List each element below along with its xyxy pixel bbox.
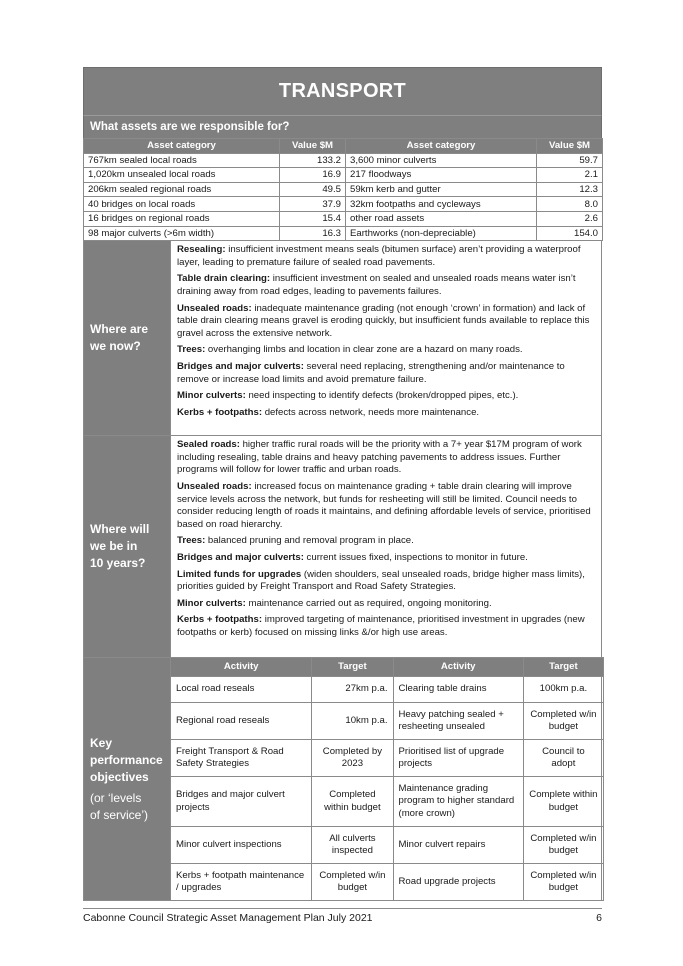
activity: Kerbs + footpath maintenance / upgrades (171, 864, 312, 901)
paragraph (177, 273, 597, 298)
asset-category: other road assets (346, 211, 537, 226)
table-row (84, 168, 603, 183)
label-line: Key (90, 735, 113, 750)
target: 100km p.a. (523, 677, 603, 703)
description: insufficient investment means seals (bitumen surface) aren’t providing a waterproof layer, leading to premature failure of sealed road pavements. (177, 244, 581, 268)
asset-category: 32km footpaths and cycleways (346, 197, 537, 212)
target: Completed within budget (312, 777, 393, 827)
term: Resealing: (177, 244, 226, 256)
assets-table (83, 138, 603, 241)
term: Limited funds for upgrades (177, 568, 302, 580)
asset-category: 98 major culverts (>6m width) (84, 226, 280, 241)
target: Complete within budget (523, 777, 603, 827)
paragraph (177, 552, 597, 565)
where-will-we-be-section (83, 436, 602, 658)
paragraph (177, 303, 597, 341)
term: Sealed roads: (177, 439, 240, 451)
description: maintenance carried out as required, ongoing monitoring. (245, 597, 492, 609)
asset-value: 133.2 (280, 153, 346, 168)
where-are-we-now-body (170, 241, 601, 435)
target: 27km p.a. (312, 677, 393, 703)
description: inadequate maintenance grading (not enough ‘crown’ in formation) and lack of table drain clearing means gravel is eroding quickly, but insufficient funds available to replace this gravel across the extensive network. (177, 302, 590, 339)
target: Completed w/in budget (523, 703, 603, 740)
asset-category-header: Asset category (346, 139, 537, 154)
description: (widen shoulders, seal unsealed roads, bridge higher mass limits), priorities guided by Freight Transport and Road Safety Strategies. (177, 568, 585, 593)
asset-category: 3,600 minor culverts (346, 153, 537, 168)
asset-category: 59km kerb and gutter (346, 182, 537, 197)
term: Kerbs + footpaths: (177, 614, 263, 626)
description: insufficient investment on sealed and unsealed roads means water isn’t draining away from road edges, leading to pavements failures. (177, 273, 576, 297)
activity: Maintenance grading program to higher standard (more crown) (393, 777, 523, 827)
target: All culverts inspected (312, 827, 393, 864)
kpi-table (170, 657, 604, 901)
paragraph (177, 361, 597, 386)
activity: Clearing table drains (393, 677, 523, 703)
description: current issues fixed, inspections to monitor in future. (303, 551, 528, 563)
label-subline: of service’) (90, 807, 149, 822)
table-row (84, 197, 603, 212)
term: Trees: (177, 535, 206, 547)
asset-category-header: Asset category (84, 139, 280, 154)
description: need inspecting to identify defects (broken/dropped pipes, etc.). (245, 390, 519, 402)
term: Trees: (177, 344, 206, 356)
term: Bridges and major culverts: (177, 360, 304, 372)
value-header: Value $M (280, 139, 346, 154)
table-row (171, 827, 604, 864)
activity: Local road reseals (171, 677, 312, 703)
description: overhanging limbs and location in clear zone are a hazard on many roads. (205, 344, 523, 356)
activity-header: Activity (171, 658, 312, 677)
asset-value: 8.0 (537, 197, 603, 212)
paragraph (177, 390, 597, 403)
paragraph (177, 481, 597, 531)
paragraph (177, 535, 597, 548)
paragraph (177, 407, 597, 420)
asset-category: 16 bridges on regional roads (84, 211, 280, 226)
activity: Freight Transport & Road Safety Strategies (171, 740, 312, 777)
kpi-table-wrap (170, 658, 603, 900)
where-will-we-be-label (84, 436, 170, 657)
table-row (84, 153, 603, 168)
term: Unsealed roads: (177, 302, 252, 314)
table-row (84, 226, 603, 241)
where-will-we-be-body (170, 436, 601, 657)
activity: Prioritised list of upgrade projects (393, 740, 523, 777)
asset-value: 2.1 (537, 168, 603, 183)
label-line: we now? (90, 339, 141, 354)
paragraph (177, 614, 597, 639)
description: higher traffic rural roads will be the priority with a 7+ year $17M program of work including resealing, table drains and heavy patching pavements to address issues. Further programs will follow for lower traffic and urban roads. (177, 439, 582, 476)
asset-value: 15.4 (280, 211, 346, 226)
label-subline: (or ‘levels (90, 790, 142, 805)
where-are-we-now-section (83, 241, 602, 436)
assets-header-row (84, 139, 603, 154)
target: Council to adopt (523, 740, 603, 777)
term: Minor culverts: (177, 390, 246, 402)
paragraph (177, 244, 597, 269)
target: Completed by 2023 (312, 740, 393, 777)
target: Completed w/in budget (312, 864, 393, 901)
label-line: Where are (90, 322, 149, 337)
target: Completed w/in budget (523, 864, 603, 901)
activity: Minor culvert inspections (171, 827, 312, 864)
asset-category: 1,020km unsealed local roads (84, 168, 280, 183)
description: improved targeting of maintenance, prioritised investment in upgrades (new footpaths or kerb) focused on missing links &/or high use areas. (177, 614, 585, 638)
page-footer (83, 908, 602, 924)
asset-value: 49.5 (280, 182, 346, 197)
asset-value: 12.3 (537, 182, 603, 197)
asset-category: 217 floodways (346, 168, 537, 183)
paragraph (177, 439, 597, 477)
activity: Minor culvert repairs (393, 827, 523, 864)
asset-value: 2.6 (537, 211, 603, 226)
activity-header: Activity (393, 658, 523, 677)
label-line: 10 years? (90, 556, 146, 571)
kpi-header-row (171, 658, 604, 677)
term: Minor culverts: (177, 597, 246, 609)
description: defects across network, needs more maintenance. (262, 406, 480, 418)
activity: Road upgrade projects (393, 864, 523, 901)
asset-value: 59.7 (537, 153, 603, 168)
description: balanced pruning and removal program in place. (205, 535, 414, 547)
paragraph (177, 598, 597, 611)
paragraph (177, 569, 597, 594)
kpi-label (84, 658, 170, 900)
term: Table drain clearing: (177, 273, 271, 285)
label-line: Where will (90, 522, 150, 537)
table-row (171, 740, 604, 777)
table-row (84, 211, 603, 226)
asset-value: 37.9 (280, 197, 346, 212)
asset-category: Earthworks (non-depreciable) (346, 226, 537, 241)
activity: Regional road reseals (171, 703, 312, 740)
label-line: performance (90, 752, 163, 767)
asset-value: 16.9 (280, 168, 346, 183)
asset-category: 206km sealed regional roads (84, 182, 280, 197)
term: Bridges and major culverts: (177, 551, 304, 563)
assets-heading: What assets are we responsible for? (83, 115, 602, 138)
asset-category: 40 bridges on local roads (84, 197, 280, 212)
term: Unsealed roads: (177, 480, 252, 492)
asset-value: 16.3 (280, 226, 346, 241)
term: Kerbs + footpaths: (177, 406, 263, 418)
activity: Bridges and major culvert projects (171, 777, 312, 827)
transport-page (83, 67, 602, 901)
asset-category: 767km sealed local roads (84, 153, 280, 168)
table-row (84, 182, 603, 197)
footer-text: Cabonne Council Strategic Asset Management Plan July 2021 (83, 912, 373, 924)
page-number: 6 (596, 912, 602, 924)
paragraph (177, 344, 597, 357)
table-row (171, 864, 604, 901)
label-line: we be in (90, 539, 138, 554)
target-header: Target (523, 658, 603, 677)
value-header: Value $M (537, 139, 603, 154)
activity: Heavy patching sealed + resheeting unsealed (393, 703, 523, 740)
target: 10km p.a. (312, 703, 393, 740)
description: several need replacing, strengthening and/or maintenance to remove or increase load limits and avoid premature failure. (177, 360, 565, 385)
table-row (171, 703, 604, 740)
target: Completed w/in budget (523, 827, 603, 864)
where-are-we-now-label (84, 241, 170, 435)
asset-value: 154.0 (537, 226, 603, 241)
table-row (171, 677, 604, 703)
page-title: TRANSPORT (83, 67, 602, 115)
kpi-section (83, 658, 602, 901)
target-header: Target (312, 658, 393, 677)
description: increased focus on maintenance grading + table drain clearing will improve service levels across the network, but funds for resheeting will still be limited. Council needs to consider reducing length of roads it maintains, and defining affordable levels of service, prioritised based on road hierarchy. (177, 480, 591, 530)
label-line: objectives (90, 769, 149, 784)
table-row (171, 777, 604, 827)
